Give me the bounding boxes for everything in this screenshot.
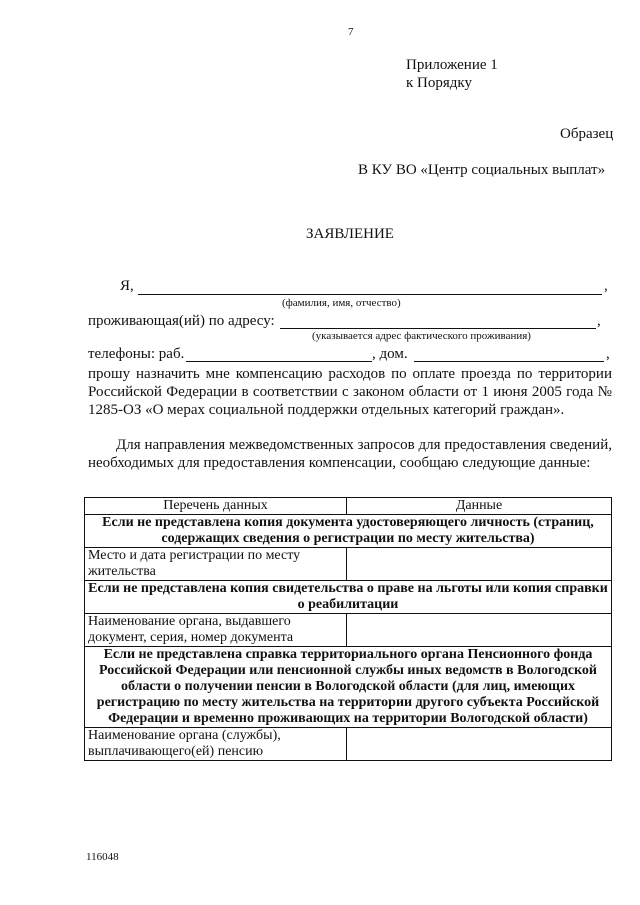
appendix-line-2: к Порядку <box>406 75 472 91</box>
row-label-issuing-authority: Наименование органа, выдавшего документ, серия, номер документа <box>85 614 347 647</box>
fio-input-line[interactable] <box>138 294 602 295</box>
phones-comma: , <box>606 346 610 362</box>
document-title: ЗАЯВЛЕНИЕ <box>306 226 394 242</box>
request-paragraph: прошу назначить мне компенсацию расходов по оплате проезда по территории Российской Федерации в соответствии с законом области от 1 июня 2005 года № 1285-ОЗ «О мерах социальной поддержки отдельных категорий граждан». <box>88 366 612 418</box>
section-heading-pension: Если не представлена справка территориального органа Пенсионного фонда Российской Федерации или пенсионной службы иных ведомств в Вологодской области о получении пенсии в Вологодской области (для лиц, имеющих регистрацию по месту жительства на территории другого субъекта Российской Федерации и временно проживающих на территории Вологодской области) <box>85 647 612 728</box>
fio-comma: , <box>604 278 608 294</box>
fio-hint: (фамилия, имя, отчество) <box>282 297 401 309</box>
section-heading-row <box>85 647 612 728</box>
row-label-registration: Место и дата регистрации по месту жительства <box>85 548 347 581</box>
footer-code: 116048 <box>86 851 119 863</box>
table-row <box>85 728 612 761</box>
info-paragraph: Для направления межведомственных запросов для предоставления сведений, необходимых для предоставления компенсации, сообщаю следующие данные: <box>88 437 612 471</box>
address-label: проживающая(ий) по адресу: <box>88 313 275 329</box>
col-header-list: Перечень данных <box>85 498 347 515</box>
work-phone-input-line[interactable] <box>186 361 372 362</box>
col-header-data: Данные <box>347 498 612 515</box>
table-row <box>85 614 612 647</box>
home-phone-input-line[interactable] <box>414 361 604 362</box>
row-value-issuing-authority[interactable] <box>347 614 612 647</box>
address-input-line[interactable] <box>280 328 596 329</box>
section-heading-row <box>85 581 612 614</box>
address-comma: , <box>597 313 601 329</box>
address-hint: (указывается адрес фактического проживания) <box>312 330 531 342</box>
section-heading-identity: Если не представлена копия документа удостоверяющего личность (страниц, содержащих сведения о регистрации по месту жительства) <box>85 515 612 548</box>
addressee: В КУ ВО «Центр социальных выплат» <box>358 162 606 178</box>
appendix-line-1: Приложение 1 <box>406 57 498 73</box>
row-label-pension-authority: Наименование органа (службы), выплачивающего(ей) пенсию <box>85 728 347 761</box>
sample-label: Образец <box>560 126 614 142</box>
phones-label: телефоны: раб. <box>88 346 185 362</box>
i-label: Я, <box>120 278 134 294</box>
table-header-row <box>85 498 612 515</box>
section-heading-benefits: Если не представлена копия свидетельства о праве на льготы или копия справки о реабилитации <box>85 581 612 614</box>
home-phone-label: , дом. <box>372 346 408 362</box>
table-row <box>85 548 612 581</box>
page-number: 7 <box>348 26 354 38</box>
row-value-registration[interactable] <box>347 548 612 581</box>
section-heading-row <box>85 515 612 548</box>
data-table <box>84 497 612 761</box>
row-value-pension-authority[interactable] <box>347 728 612 761</box>
